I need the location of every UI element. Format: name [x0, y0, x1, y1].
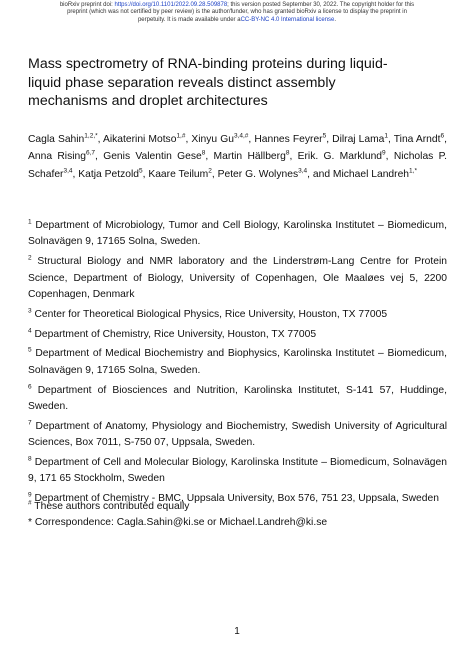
- author: [191, 134, 248, 145]
- author-separator: ,: [142, 168, 149, 180]
- author-name: Genis Valentin Gese: [103, 151, 202, 163]
- doi-link[interactable]: https://doi.org/10.1101/2022.09.28.509878: [114, 2, 228, 8]
- affiliation-number: 5: [28, 346, 32, 354]
- author-affiliation-mark: 8: [285, 149, 290, 157]
- paper-title: Mass spectrometry of RNA-binding proteins during liquid-liquid phase separation reveals distinct assembly mechanisms and droplet architectures: [28, 56, 388, 109]
- author: [28, 151, 95, 162]
- author: [103, 134, 185, 145]
- author-name: Michael Landreh: [332, 168, 410, 180]
- author-separator: ,: [185, 134, 192, 145]
- affiliation-number: 2: [28, 254, 32, 262]
- header-line-2: preprint (which was not certified by peer review) is the author/funder, who has granted bioRxiv a license to display the preprint in: [67, 9, 407, 16]
- author-affiliation-mark: 9: [382, 149, 386, 157]
- author-name: Aikaterini Motso: [103, 134, 177, 145]
- author-name: Hannes Feyrer: [254, 134, 323, 145]
- affiliation-text: Department of Chemistry - BMC, Uppsala University, Box 576, 751 23, Uppsala, Sweden: [34, 493, 439, 505]
- header-line-1: bioRxiv preprint doi: https://doi.org/10.1101/2022.09.28.509878; this version posted September 30, 2022. The copyright holder for this: [59, 2, 415, 8]
- author-affiliation-mark: 1: [384, 132, 389, 140]
- author-affiliation-mark: 1,#: [176, 132, 186, 140]
- author-name: Martin Hällberg: [213, 151, 286, 163]
- author: [218, 169, 308, 180]
- affiliation-text: Department of Medical Biochemistry and Biophysics, Karolinska Institutet – Biomedicum, Solnavägen 9, 17165 Solna, Sweden.: [28, 348, 447, 376]
- author: [332, 134, 388, 145]
- author: [333, 169, 417, 180]
- author-separator: ,: [289, 151, 298, 163]
- author: [298, 151, 386, 162]
- author-affiliation-mark: 2: [208, 167, 212, 175]
- author-separator: ,: [388, 134, 394, 145]
- affiliation-text: Department of Microbiology, Tumor and Cell Biology, Karolinska Institutet – Biomedicum, Solnavägen 9, 17165 Solna, Sweden.: [28, 220, 447, 248]
- author-name: Cagla Sahin: [28, 134, 85, 145]
- author-separator: ,: [72, 168, 79, 180]
- author-affiliation-mark: 6,7: [85, 149, 96, 157]
- author: [394, 134, 444, 145]
- affiliation: [28, 218, 447, 251]
- affiliation-list: [28, 218, 447, 511]
- author-affiliation-mark: 1,*: [409, 167, 417, 175]
- author-separator: ,: [326, 134, 333, 145]
- affiliation: [28, 327, 447, 343]
- author-affiliation-mark: 5: [138, 167, 143, 175]
- affiliation-number: 6: [28, 383, 32, 391]
- author: [103, 151, 205, 162]
- affiliation-number: 8: [28, 455, 32, 463]
- author: [254, 134, 326, 145]
- author-separator: ,: [385, 151, 394, 163]
- affiliation-text: Department of Chemistry, Rice University, Houston, TX 77005: [34, 328, 317, 340]
- affiliation-text: Structural Biology and NMR laboratory and the Linderstrøm-Lang Centre for Protein Science, Department of Biology, University of Copenhagen, Ole Maaløes vej 5, 2200 Copenhagen, Denmark: [28, 256, 447, 301]
- author: [214, 151, 290, 162]
- author-affiliation-mark: 6: [440, 132, 445, 140]
- author-affiliation-mark: 3,4: [298, 167, 308, 175]
- affiliation: [28, 254, 447, 303]
- author-list: [28, 131, 447, 183]
- author-name: Xinyu Gu: [191, 134, 234, 145]
- author-name: Erik. G. Marklund: [297, 151, 383, 163]
- author-separator: ,: [97, 134, 103, 145]
- page-number: 1: [234, 626, 240, 637]
- equal-contribution-note: # These authors contributed equally: [28, 499, 190, 512]
- header-line-3: perpetuity. It is made available under aCC-BY-NC 4.0 International license.: [137, 16, 337, 23]
- author-affiliation-mark: 8: [201, 149, 206, 157]
- author-affiliation-mark: 1,2,*: [84, 132, 98, 140]
- author: [148, 169, 212, 180]
- affiliation-number: 1: [28, 218, 32, 226]
- author-separator: ,: [444, 134, 447, 145]
- preprint-header: [0, 2, 474, 24]
- footnotes: [28, 499, 447, 531]
- author-separator: ,: [205, 151, 214, 163]
- author-affiliation-mark: 5: [322, 132, 327, 140]
- author-separator: ,: [211, 168, 218, 180]
- affiliation-number: 7: [28, 419, 32, 427]
- affiliation-text: Department of Anatomy, Physiology and Biochemistry, Swedish University of Agricultural Sciences, Box 7011, S-750 07, Uppsala, Sweden.: [28, 420, 447, 449]
- author-separator: , and: [307, 168, 333, 180]
- affiliation: [28, 307, 447, 323]
- author: [28, 134, 98, 145]
- author: [78, 169, 142, 180]
- correspondence-note: * Correspondence: Cagla.Sahin@ki.se or Michael.Landreh@ki.se: [28, 517, 328, 528]
- affiliation: [28, 346, 447, 379]
- affiliation-text: Center for Theoretical Biological Physics, Rice University, Houston, TX 77005: [34, 308, 388, 320]
- author-separator: ,: [248, 134, 255, 145]
- author-affiliation-mark: 3,4,#: [233, 132, 249, 140]
- affiliation-number: 3: [28, 307, 32, 315]
- affiliation: [28, 383, 447, 416]
- author-separator: ,: [95, 151, 104, 163]
- author-name: Anna Rising: [28, 151, 86, 163]
- license-link[interactable]: CC-BY-NC 4.0 International license: [240, 16, 335, 23]
- affiliation: [28, 419, 447, 452]
- author-name: Tina Arndt: [393, 134, 441, 145]
- affiliation-number: 9: [28, 491, 32, 499]
- author-name: Kaare Teilum: [148, 168, 209, 180]
- affiliation-text: Department of Cell and Molecular Biology, Karolinska Institute – Biomedicum, Solnavägen 9, 171 65 Stockholm, Sweden: [28, 457, 447, 485]
- author-name: Nicholas P. Schafer: [28, 151, 448, 180]
- affiliation-number: 4: [28, 327, 32, 335]
- author-name: Katja Petzold: [78, 168, 139, 180]
- author-name: Peter G. Wolynes: [217, 168, 299, 180]
- author-affiliation-mark: 3,4: [63, 167, 73, 175]
- affiliation: [28, 455, 447, 488]
- author-name: Dilraj Lama: [332, 134, 385, 145]
- affiliation-text: Department of Biosciences and Nutrition, Karolinska Institutet, S-141 57, Huddinge, Sweden.: [28, 384, 447, 413]
